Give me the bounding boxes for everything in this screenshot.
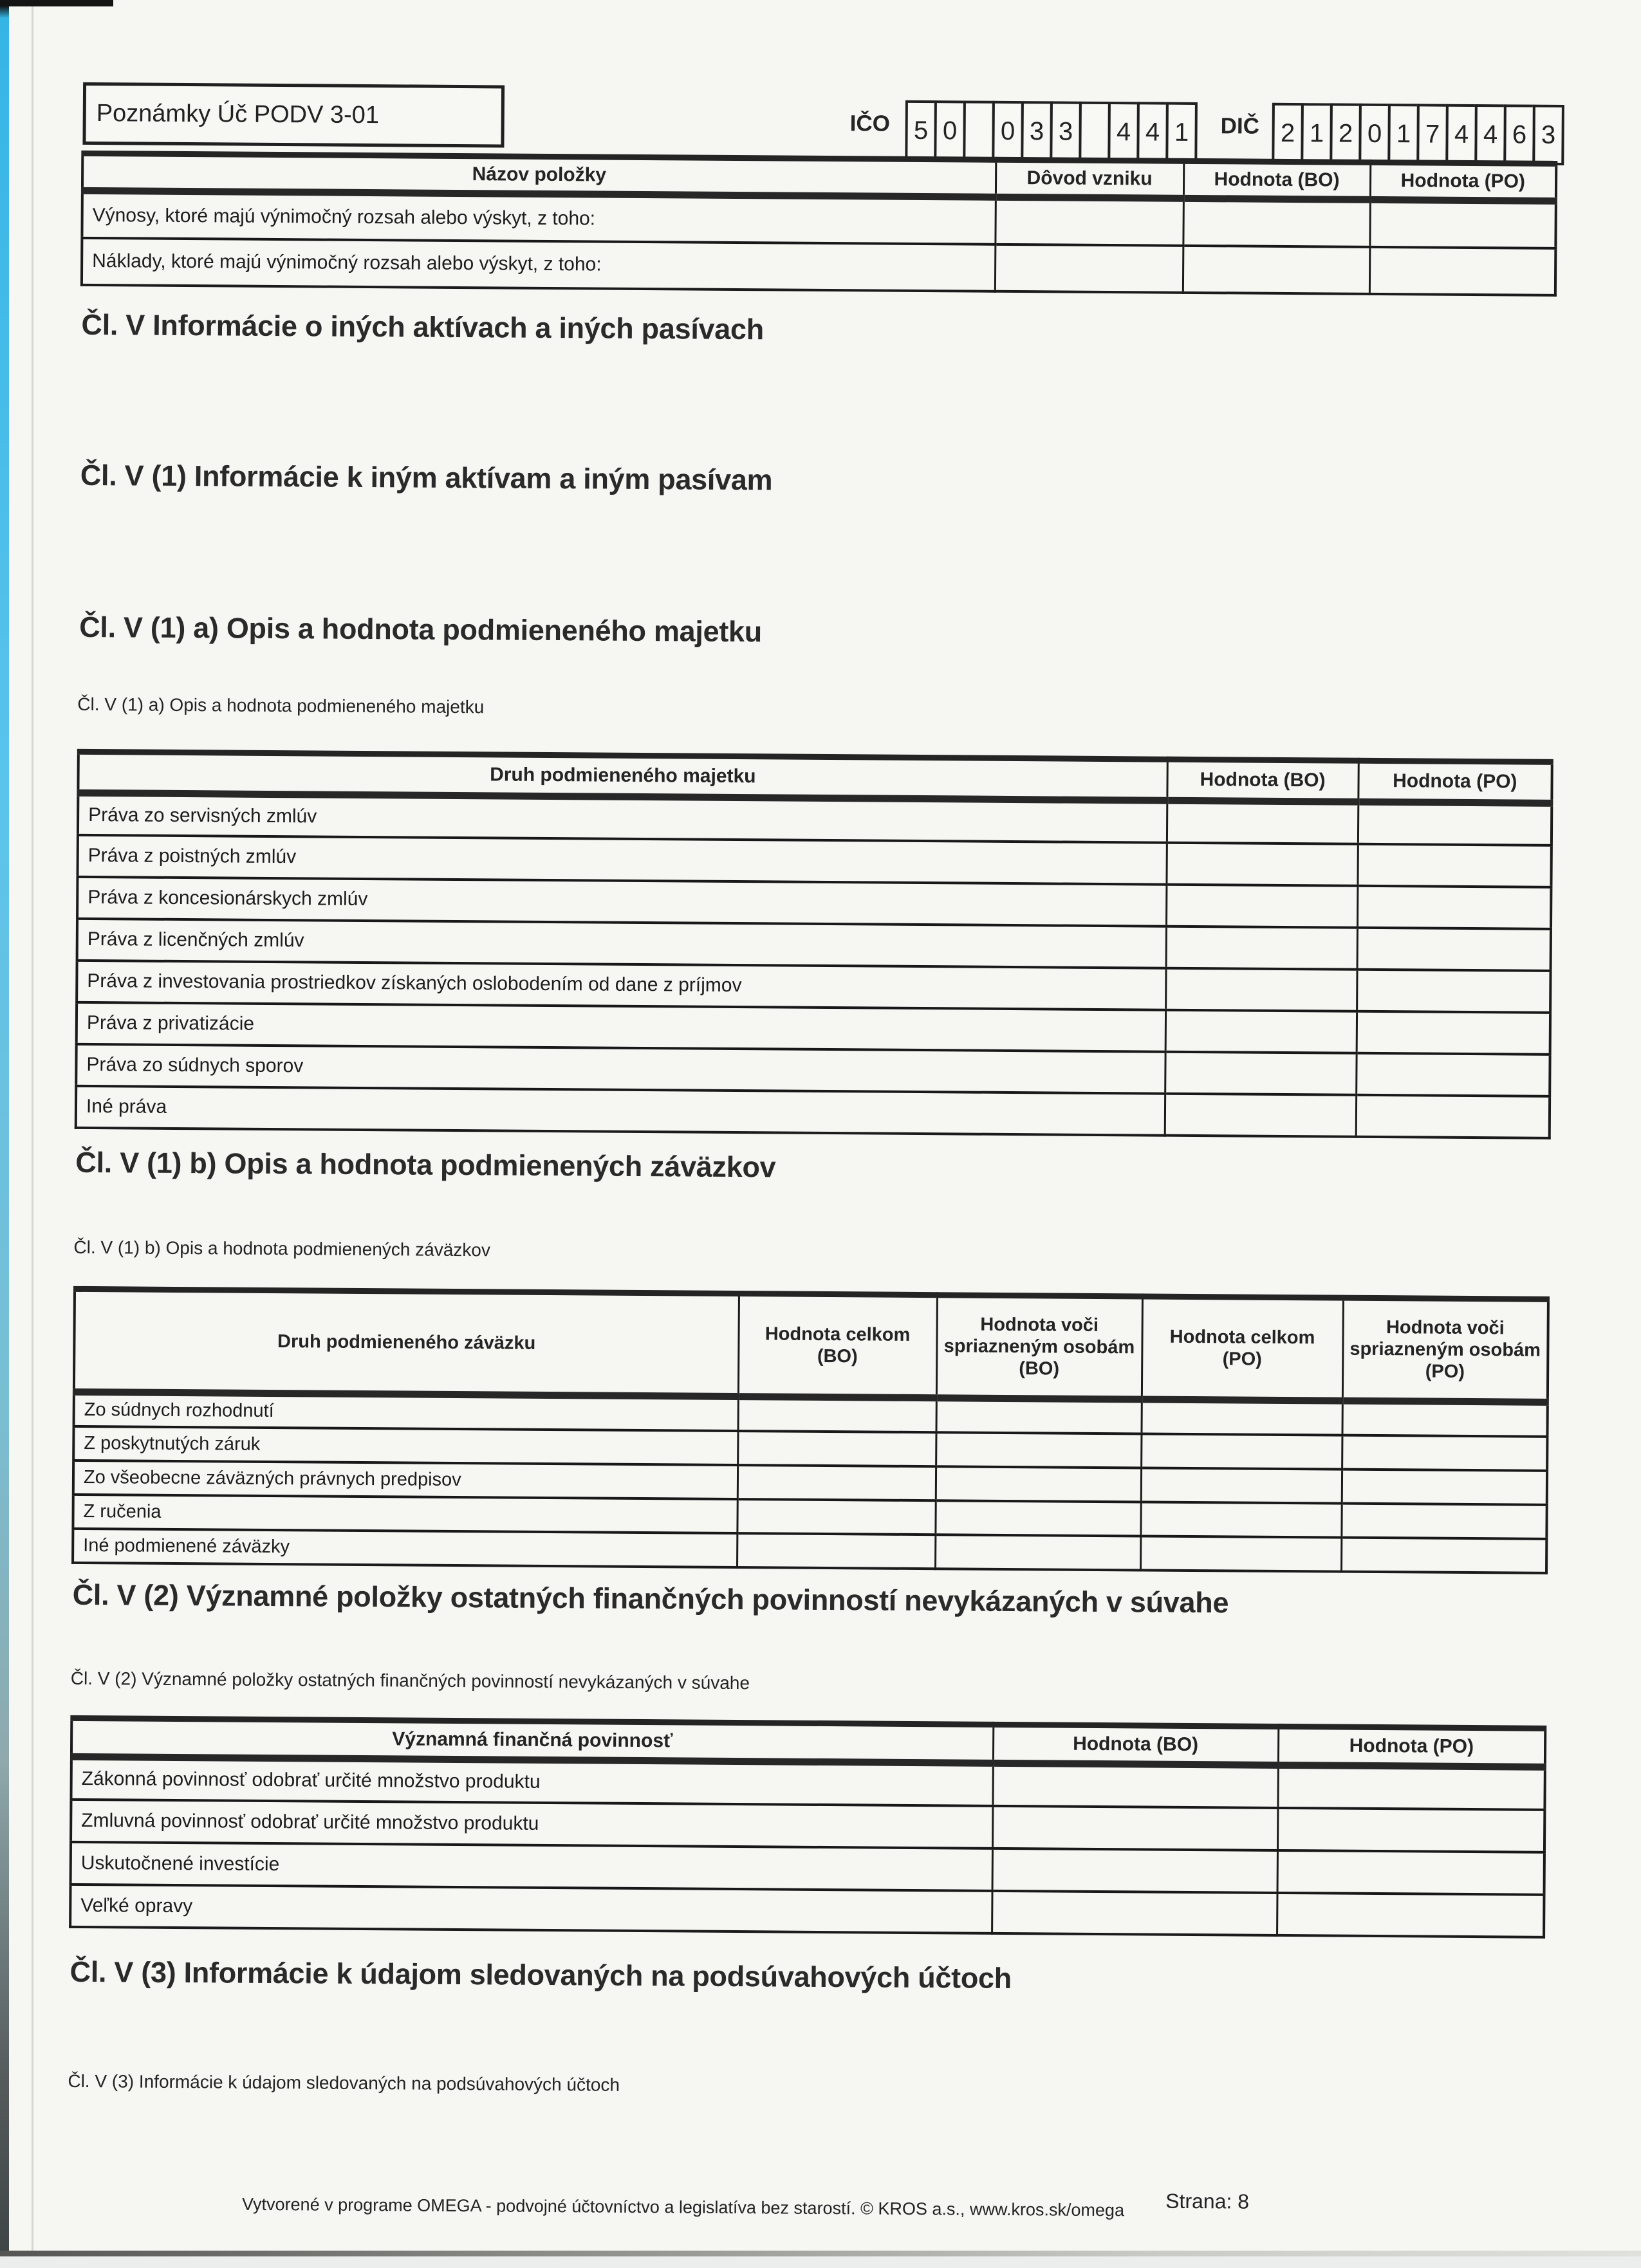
value-cell <box>992 1848 1277 1892</box>
value-cell <box>737 1499 935 1535</box>
ico-digit-box: 1 <box>1165 102 1198 163</box>
row-label: Iné podmienené záväzky <box>73 1528 737 1567</box>
section-heading-v: Čl. V Informácie o iných aktívach a iných pasívach <box>81 308 765 346</box>
value-cell <box>737 1431 936 1466</box>
column-header: Druh podmieneného záväzku <box>74 1289 739 1396</box>
financial-obligations-table <box>69 1715 1546 1939</box>
dic-digit-box: 1 <box>1387 104 1420 164</box>
column-header: Hodnota celkom (PO) <box>1142 1296 1343 1401</box>
value-cell <box>1166 842 1357 885</box>
value-cell <box>1141 1399 1342 1435</box>
table-caption-v2: Čl. V (2) Významné položky ostatných finančných povinností nevykázaných v súvahe <box>70 1668 750 1693</box>
ico-digit-boxes <box>907 100 1198 163</box>
dic-digit-box: 3 <box>1532 105 1564 165</box>
column-header: Hodnota (PO) <box>1370 162 1556 201</box>
paper-crease <box>32 0 33 2256</box>
ico-digit-box: 5 <box>905 100 937 161</box>
ico-digit-box: 4 <box>1136 102 1169 162</box>
dic-label: DIČ <box>1220 113 1260 139</box>
contingent-assets-table <box>75 749 1553 1139</box>
value-cell <box>936 1398 1141 1434</box>
value-cell <box>737 1465 936 1500</box>
column-header: Druh podmieneného majetku <box>78 751 1167 800</box>
value-cell <box>995 197 1183 245</box>
value-cell <box>1277 1807 1544 1852</box>
row-label: Zo súdnych rozhodnutí <box>74 1392 738 1430</box>
row-label: Náklady, ktoré majú výnimočný rozsah alebo výskyt, z toho: <box>82 237 995 291</box>
value-cell <box>1167 800 1358 844</box>
dic-digit-box: 1 <box>1301 103 1333 163</box>
value-cell <box>1342 1401 1547 1436</box>
table-row <box>82 237 1555 295</box>
column-header: Hodnota (PO) <box>1358 761 1552 803</box>
row-label: Práva z investovania prostriedkov získaných oslobodením od dane z príjmov <box>77 960 1165 1010</box>
value-cell <box>1357 969 1550 1012</box>
row-label: Výnosy, ktoré majú výnimočný rozsah alebo výskyt, z toho: <box>82 190 995 244</box>
value-cell <box>1165 968 1357 1011</box>
value-cell <box>992 1890 1277 1935</box>
scan-edge-top <box>0 0 113 6</box>
value-cell <box>992 1805 1277 1850</box>
value-cell <box>1356 1094 1550 1138</box>
value-cell <box>1165 1051 1356 1094</box>
row-label: Z ručenia <box>73 1494 737 1533</box>
dic-digit-box: 4 <box>1445 104 1478 165</box>
exceptional-items-table <box>80 151 1557 297</box>
value-cell <box>1341 1503 1546 1538</box>
column-header: Hodnota voči spriazneným osobám (BO) <box>936 1295 1142 1399</box>
value-cell <box>936 1432 1141 1468</box>
form-title-box <box>82 82 505 148</box>
dic-digit-box: 4 <box>1474 104 1507 165</box>
value-cell <box>1369 199 1556 248</box>
row-label: Práva zo súdnych sporov <box>76 1044 1165 1093</box>
ico-label: IČO <box>849 111 891 136</box>
row-label: Práva zo servisných zmlúv <box>78 793 1167 842</box>
section-heading-v2: Čl. V (2) Významné položky ostatných finančných povinností nevykázaných v súvahe <box>72 1578 1229 1619</box>
value-cell <box>1342 1469 1547 1504</box>
value-cell <box>1358 802 1552 845</box>
row-label: Iné práva <box>76 1085 1165 1135</box>
ico-digit-box: 3 <box>1021 101 1053 161</box>
row-label: Práva z privatizácie <box>77 1002 1165 1051</box>
value-cell <box>935 1535 1140 1570</box>
value-cell <box>1277 1850 1544 1894</box>
column-header: Hodnota celkom (BO) <box>738 1294 937 1398</box>
row-label: Veľké opravy <box>70 1884 992 1933</box>
row-label: Práva z licenčných zmlúv <box>77 918 1166 968</box>
value-cell <box>995 244 1183 292</box>
value-cell <box>936 1466 1141 1502</box>
value-cell <box>1357 1011 1550 1054</box>
contingent-liabilities-table <box>71 1286 1550 1574</box>
section-heading-v1a: Čl. V (1) a) Opis a hodnota podmieneného majetku <box>79 610 763 649</box>
value-cell <box>1356 1053 1550 1096</box>
column-header: Dôvod vzniku <box>996 160 1183 198</box>
column-header: Hodnota voči spriazneným osobám (PO) <box>1342 1298 1548 1402</box>
value-cell <box>1165 1093 1356 1136</box>
section-heading-v1: Čl. V (1) Informácie k iným aktívam a iným pasívam <box>80 458 773 497</box>
header-row <box>74 1289 1548 1402</box>
value-cell <box>1277 1765 1544 1809</box>
value-cell <box>935 1500 1140 1536</box>
value-cell <box>1141 1468 1342 1503</box>
column-header: Hodnota (BO) <box>1167 759 1358 802</box>
section-heading-v1b: Čl. V (1) b) Opis a hodnota podmienených záväzkov <box>75 1145 776 1184</box>
ico-digit-box: 3 <box>1050 101 1082 161</box>
dic-digit-box: 0 <box>1358 104 1391 164</box>
ico-digit-box: 0 <box>934 100 966 161</box>
footer-page-number: Strana: 8 <box>1165 2189 1250 2213</box>
value-cell <box>1277 1892 1544 1937</box>
value-cell <box>1140 1502 1341 1537</box>
row-label: Uskutočnené investície <box>71 1841 992 1890</box>
footer-credit: Vytvorené v programe OMEGA - podvojné účtovníctvo a legislatíva bez starostí. © KROS a.s., www.kros.sk/omega <box>241 2194 1125 2220</box>
value-cell <box>1357 885 1551 928</box>
scan-edge-bottom <box>0 2251 1641 2256</box>
value-cell <box>1342 1435 1547 1470</box>
row-label: Zmluvná povinnosť odobrať určité množstvo produktu <box>71 1799 992 1848</box>
ico-digit-box <box>1079 102 1111 162</box>
value-cell <box>1141 1434 1342 1469</box>
value-cell <box>738 1397 936 1432</box>
value-cell <box>1341 1537 1546 1572</box>
row-label: Z poskytnutých záruk <box>73 1426 737 1464</box>
row-label: Zákonná povinnosť odobrať určité množstvo produktu <box>71 1756 992 1805</box>
column-header: Významná finančná povinnosť <box>71 1718 993 1763</box>
dic-digit-box: 7 <box>1416 104 1449 164</box>
column-header: Názov položky <box>82 153 996 197</box>
value-cell <box>1140 1536 1341 1571</box>
column-header: Hodnota (BO) <box>1183 161 1370 199</box>
value-cell <box>737 1533 935 1569</box>
table-caption-v1a: Čl. V (1) a) Opis a hodnota podmieneného majetku <box>77 694 485 717</box>
ico-digit-box <box>963 100 995 161</box>
ico-digit-box: 0 <box>992 101 1024 161</box>
value-cell <box>1165 1010 1357 1053</box>
form-title: Poznámky Úč PODV 3-01 <box>96 100 380 129</box>
scan-edge-left <box>0 0 9 2256</box>
value-cell <box>1166 926 1357 969</box>
value-cell <box>1183 198 1370 246</box>
value-cell <box>1369 246 1556 295</box>
value-cell <box>992 1763 1277 1807</box>
row-label: Zo všeobecne záväzných právnych predpisov <box>73 1460 737 1498</box>
dic-digit-boxes <box>1274 103 1564 165</box>
column-header: Hodnota (PO) <box>1278 1726 1545 1767</box>
section-heading-v3: Čl. V (3) Informácie k údajom sledovaných na podsúvahových účtoch <box>70 1955 1012 1995</box>
value-cell <box>1357 844 1551 887</box>
value-cell <box>1166 884 1357 927</box>
dic-digit-box: 2 <box>1272 103 1304 163</box>
dic-digit-box: 6 <box>1503 104 1535 165</box>
row-label: Práva z koncesionárskych zmlúv <box>77 876 1166 926</box>
table-caption-v1b: Čl. V (1) b) Opis a hodnota podmienených záväzkov <box>73 1237 491 1260</box>
column-header: Hodnota (BO) <box>993 1724 1278 1765</box>
dic-digit-box: 2 <box>1330 103 1362 163</box>
table-caption-v3: Čl. V (3) Informácie k údajom sledovaných na podsúvahových účtoch <box>68 2070 620 2095</box>
ico-digit-box: 4 <box>1108 102 1140 162</box>
row-label: Práva z poistných zmlúv <box>77 834 1166 884</box>
value-cell <box>1357 927 1551 970</box>
value-cell <box>1183 245 1370 293</box>
